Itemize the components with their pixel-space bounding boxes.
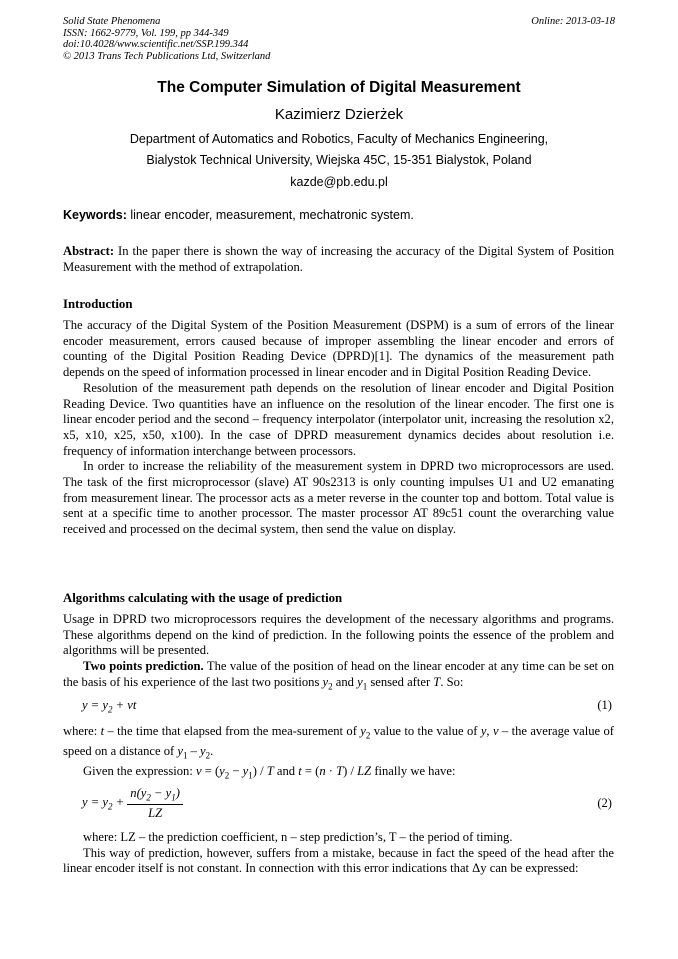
given-expression: Given the expression: $v = (y_2 - y_1) / T$ and t = (n · T) / LZ finally we have:	[83, 764, 456, 781]
equation-2-explanation	[63, 830, 614, 877]
introduction-heading: Introduction	[63, 297, 133, 311]
algorithms-heading: Algorithms calculating with the usage of prediction	[63, 591, 343, 605]
intro-paragraph: Resolution of the measurement path depends on the resolution of linear encoder and Digital Position Reading Device. Two quantities have an influence on the resolution of the linear encoder. The first one is linear encoder period and the second – frequency interpolator (interpolator unit, increasing the resolution x2, x5, x10, x25, x50, x100). In the case of DPRD measurement dynamics decides about resolution i.e. frequency of information interchange between processors.	[63, 380, 614, 458]
keywords	[63, 208, 414, 222]
abstract-text: In the paper there is shown the way of increasing the accuracy of the Digital System of Position Measurement with the method of extrapolation.	[63, 244, 614, 274]
issn-line: ISSN: 1662-9779, Vol. 199, pp 344-349	[63, 27, 229, 39]
intro-paragraph: In order to increase the reliability of the measurement system in DPRD two microprocessors are used. The task of the first microprocessor (slave) AT 90s2313 is only counting impulses U1 and U2 emanating from measurement linear. The processor acts as a meter reverse in the counter top and bottom. Total value is sent at a specific time to another processor. The master processor AT 89c51 count the overarching value received and processed on the decimal system, then send the value on display.	[63, 459, 614, 537]
algorithms-paragraph: Usage in DPRD two microprocessors requires the development of the necessary algorithms and programs. These algorithms depend on the kind of prediction. In the following points the essence of the problem and algorithms will be presented.	[63, 612, 614, 658]
affiliation-line-1: Department of Automatics and Robotics, Faculty of Mechanics Engineering,	[129, 132, 549, 146]
two-points-paragraph: Two points prediction. The value of the position of head on the linear encoder at any time can be set on the basis of his experience of the last two positions $y_2$ and $y_1$ sensed after T. So:	[63, 659, 615, 692]
where-2-paragraph: where: LZ – the prediction coefficient, n – step prediction’s, T – the period of timing.	[83, 830, 513, 844]
equation-1-explanation: where: t – the time that elapsed from the mea-surement of $y_2$ value to the value of y, v – the average value of speed on a distance of $y_1 - y_2$. Given the expression: $v = (y_2 - y_1) / T$ and t = (n · T) / LZ finally we have:	[63, 724, 614, 785]
journal-header	[63, 16, 270, 62]
introduction-body	[63, 318, 614, 538]
author-name: Kazimierz Dzierżek	[274, 106, 404, 123]
paper-title: The Computer Simulation of Digital Measurement	[157, 79, 521, 96]
doi-line: doi:10.4028/www.scientific.net/SSP.199.344	[63, 39, 249, 50]
equation-2-fraction: $\frac{n(y_2 - y_1)}{LZ}$	[127, 786, 183, 821]
copyright-line: © 2013 Trans Tech Publications Ltd, Switzerland	[63, 50, 271, 62]
equation-1-number: (1)	[597, 698, 612, 712]
journal-name: Solid State Phenomena	[63, 16, 161, 27]
affiliation-line-2: Bialystok Technical University, Wiejska 45C, 15-351 Bialystok, Poland	[146, 153, 532, 167]
equation-2-number: (2)	[597, 796, 612, 810]
online-date: Online: 2013-03-18	[531, 16, 615, 27]
two-points-label: Two points prediction.	[83, 659, 204, 674]
keywords-label: Keywords:	[63, 208, 127, 222]
equation-2: $y = y_2$ + $\frac{n(y_2 - y_1)}{LZ}$	[82, 786, 183, 821]
abstract-label: Abstract:	[63, 244, 115, 258]
intro-paragraph: The accuracy of the Digital System of the Position Measurement (DSPM) is a sum of errors of the linear encoder measurement, errors caused because of improper assembling the linear encoder and errors of counting of the Digital Position Reading Device (DPRD)[1]. The dynamics of the measurement path depends on the speed of information processed in linear encoder and in Digital Position Reading Device.	[63, 318, 614, 380]
equation-1: $y = y_2$ + vt	[82, 698, 137, 715]
keywords-text: linear encoder, measurement, mechatronic system.	[126, 208, 414, 222]
prediction-error-paragraph: This way of prediction, however, suffers from a mistake, because in fact the speed of the head after the linear encoder itself is not constant. In connection with this error indications that Δy can be expressed:	[63, 845, 614, 876]
abstract	[63, 244, 614, 275]
author-email: kazde@pb.edu.pl	[290, 175, 388, 189]
algorithms-body	[63, 612, 614, 695]
